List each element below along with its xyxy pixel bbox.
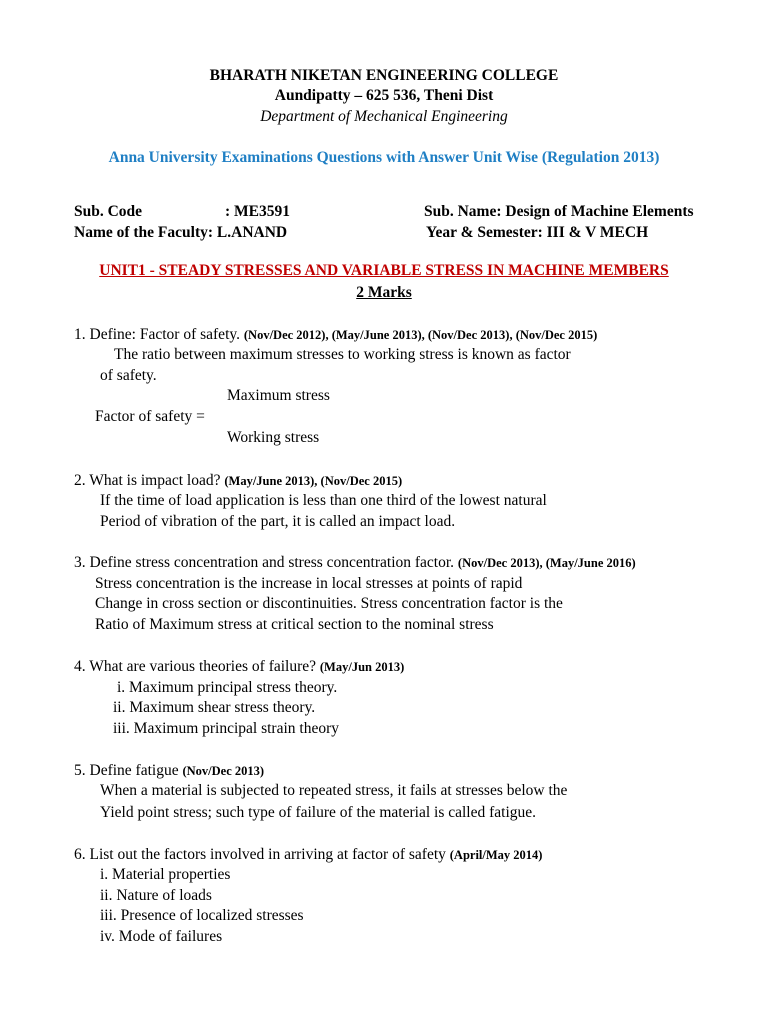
formula-lhs: Factor of safety = — [95, 408, 205, 425]
exam-reference: (May/Jun 2013) — [319, 660, 405, 674]
question-text: 6. List out the factors involved in arriving at factor of safety — [74, 846, 450, 863]
question-3 — [74, 553, 636, 573]
exam-title: Anna University Examinations Questions with Answer Unit Wise (Regulation 2013) — [108, 149, 660, 166]
answer-line: Period of vibration of the part, it is called an impact load. — [100, 513, 456, 530]
department-name: Department of Mechanical Engineering — [260, 108, 508, 125]
answer-line: Yield point stress; such type of failure of the material is called fatigue. — [100, 804, 537, 821]
question-4 — [74, 657, 404, 677]
exam-reference: (April/May 2014) — [449, 848, 543, 862]
answer-line: of safety. — [100, 367, 157, 384]
formula-denominator: Working stress — [227, 429, 320, 446]
exam-reference: (Nov/Dec 2013) — [182, 764, 265, 778]
college-address: Aundipatty – 625 536, Theni Dist — [274, 87, 494, 104]
question-2 — [74, 471, 402, 491]
exam-reference: (May/June 2013), (Nov/Dec 2015) — [224, 474, 403, 488]
answer-line: iv. Mode of failures — [100, 928, 223, 945]
sub-code-value: : ME3591 — [225, 203, 291, 220]
answer-line: If the time of load application is less than one third of the lowest natural — [100, 492, 547, 509]
college-name: BHARATH NIKETAN ENGINEERING COLLEGE — [209, 67, 559, 84]
question-1 — [74, 325, 597, 345]
answer-line: i. Maximum principal stress theory. — [117, 679, 338, 696]
answer-line: Stress concentration is the increase in local stresses at points of rapid — [95, 575, 523, 592]
question-6 — [74, 845, 542, 865]
exam-reference: (Nov/Dec 2012), (May/June 2013), (Nov/Dec 2013), (Nov/Dec 2015) — [243, 328, 598, 342]
formula-numerator: Maximum stress — [227, 387, 330, 404]
question-text: 4. What are various theories of failure? — [74, 658, 320, 675]
answer-line: When a material is subjected to repeated stress, it fails at stresses below the — [100, 782, 568, 799]
exam-reference: (Nov/Dec 2013), (May/June 2016) — [457, 556, 636, 570]
answer-line: i. Material properties — [100, 866, 231, 883]
question-text: 3. Define stress concentration and stress concentration factor. — [74, 554, 458, 571]
year-semester: Year & Semester: III & V MECH — [426, 224, 649, 241]
answer-line: Ratio of Maximum stress at critical section to the nominal stress — [95, 616, 494, 633]
question-text: 5. Define fatigue — [74, 762, 183, 779]
unit-title: UNIT1 - STEADY STRESSES AND VARIABLE STRESS IN MACHINE MEMBERS — [99, 262, 669, 279]
marks-heading: 2 Marks — [356, 284, 412, 301]
answer-line: The ratio between maximum stresses to working stress is known as factor — [114, 346, 571, 363]
answer-line: iii. Presence of localized stresses — [100, 907, 304, 924]
sub-name: Sub. Name: Design of Machine Elements — [424, 203, 694, 220]
answer-line: ii. Maximum shear stress theory. — [113, 699, 316, 716]
answer-line: ii. Nature of loads — [100, 887, 212, 904]
sub-code-label: Sub. Code — [74, 203, 143, 220]
question-text: 2. What is impact load? — [74, 472, 225, 489]
question-text: 1. Define: Factor of safety. — [74, 326, 244, 343]
question-5 — [74, 761, 264, 781]
answer-line: Change in cross section or discontinuities. Stress concentration factor is the — [95, 595, 563, 612]
faculty-name: Name of the Faculty: L.ANAND — [74, 224, 288, 241]
answer-line: iii. Maximum principal strain theory — [113, 720, 339, 737]
